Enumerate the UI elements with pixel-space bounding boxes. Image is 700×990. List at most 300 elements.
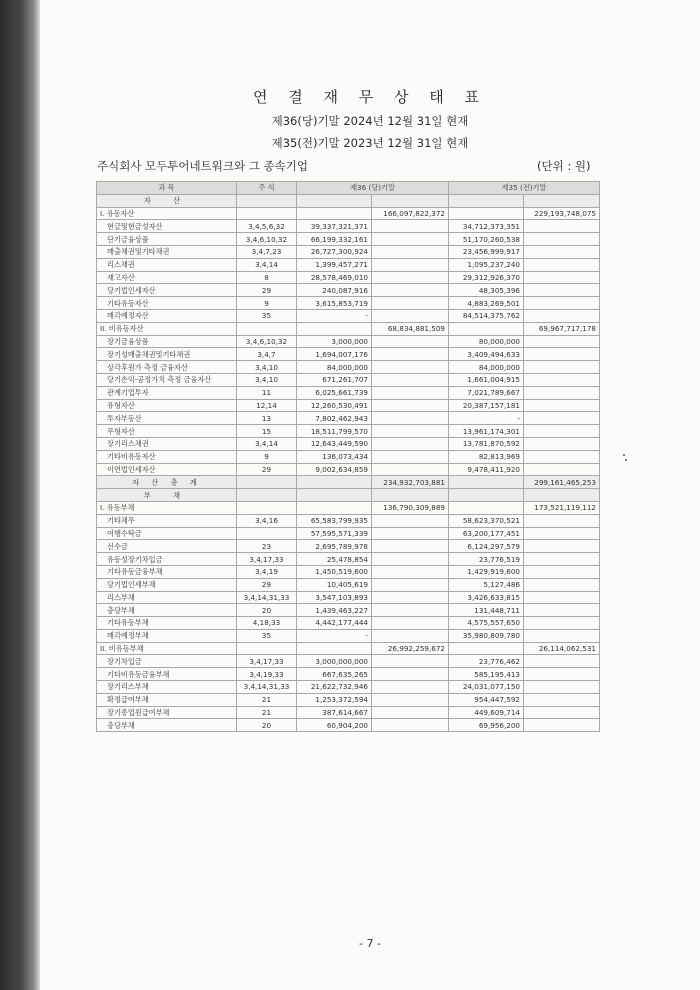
account-label: 장기리스채권 bbox=[97, 437, 237, 450]
account-label: 기타비유동금융부채 bbox=[97, 668, 237, 681]
prior-value-cell: 51,170,260,538 bbox=[449, 233, 524, 246]
prior-total-cell bbox=[524, 220, 600, 233]
prior-value-cell: 23,776,462 bbox=[449, 655, 524, 668]
note-cell bbox=[237, 501, 297, 514]
group-row bbox=[97, 501, 600, 514]
current-value-cell: 667,635,265 bbox=[297, 668, 372, 681]
prior-total-cell bbox=[524, 617, 600, 630]
prior-total-cell bbox=[524, 412, 600, 425]
current-total-cell: 136,790,309,889 bbox=[372, 501, 449, 514]
note-cell: 9 bbox=[237, 297, 297, 310]
empty-cell bbox=[524, 194, 600, 207]
note-cell: 8 bbox=[237, 271, 297, 284]
current-total-cell bbox=[372, 412, 449, 425]
current-total-cell bbox=[372, 540, 449, 553]
header-note: 주 석 bbox=[237, 182, 297, 195]
current-total-cell bbox=[372, 361, 449, 374]
group-label: I. 유동자산 bbox=[97, 207, 237, 220]
current-value-cell: 12,643,449,590 bbox=[297, 437, 372, 450]
header-current-period: 제36 (당)기말 bbox=[297, 182, 449, 195]
account-label: 재고자산 bbox=[97, 271, 237, 284]
current-total-cell bbox=[372, 309, 449, 322]
table-row bbox=[97, 284, 600, 297]
current-total-cell bbox=[372, 578, 449, 591]
current-total-cell bbox=[372, 348, 449, 361]
prior-total-cell bbox=[524, 309, 600, 322]
header-account: 과 목 bbox=[97, 182, 237, 195]
current-value-cell: 3,547,103,893 bbox=[297, 591, 372, 604]
prior-value-cell: 13,961,174,301 bbox=[449, 425, 524, 438]
prior-total-cell bbox=[524, 437, 600, 450]
table-row bbox=[97, 348, 600, 361]
current-value-cell: 1,450,519,600 bbox=[297, 565, 372, 578]
prior-item-cell bbox=[449, 322, 524, 335]
table-row bbox=[97, 245, 600, 258]
table-row bbox=[97, 309, 600, 322]
table-row bbox=[97, 233, 600, 246]
prior-total-cell: 69,967,717,178 bbox=[524, 322, 600, 335]
balance-sheet-body bbox=[97, 182, 600, 732]
current-value-cell: - bbox=[297, 309, 372, 322]
account-label: 유동성장기차입금 bbox=[97, 553, 237, 566]
note-cell bbox=[237, 194, 297, 207]
current-total-cell bbox=[372, 463, 449, 476]
current-value-cell: 2,695,789,978 bbox=[297, 540, 372, 553]
current-total-cell bbox=[372, 604, 449, 617]
note-cell: 13 bbox=[237, 412, 297, 425]
current-value-cell: 7,802,462,943 bbox=[297, 412, 372, 425]
prior-total-cell bbox=[524, 719, 600, 732]
current-item-cell bbox=[297, 501, 372, 514]
table-row bbox=[97, 425, 600, 438]
account-label: 리스부채 bbox=[97, 591, 237, 604]
current-total-cell bbox=[372, 245, 449, 258]
current-total-cell bbox=[372, 284, 449, 297]
current-value-cell: 57,595,571,339 bbox=[297, 527, 372, 540]
current-item-cell bbox=[297, 476, 372, 489]
prior-total-cell bbox=[524, 565, 600, 578]
note-cell: 3,4,14,31,33 bbox=[237, 591, 297, 604]
header-prior-period: 제35 (전)기말 bbox=[449, 182, 600, 195]
account-label: 장기금융상품 bbox=[97, 335, 237, 348]
company-name: 주식회사 모두투어네트워크와 그 종속기업 bbox=[97, 159, 308, 173]
note-cell: 35 bbox=[237, 309, 297, 322]
current-total-cell bbox=[372, 233, 449, 246]
note-cell: 3,4,14 bbox=[237, 437, 297, 450]
total-row bbox=[97, 476, 600, 489]
prior-value-cell: 20,387,157,181 bbox=[449, 399, 524, 412]
prior-total-cell bbox=[524, 348, 600, 361]
account-label: 매각예정부채 bbox=[97, 629, 237, 642]
section-header-row bbox=[97, 489, 600, 502]
account-label: 유형자산 bbox=[97, 399, 237, 412]
table-row bbox=[97, 591, 600, 604]
current-value-cell: 1,694,007,176 bbox=[297, 348, 372, 361]
current-value-cell: 240,087,916 bbox=[297, 284, 372, 297]
current-value-cell: 6,025,661,739 bbox=[297, 386, 372, 399]
prior-total-cell: 26,114,062,531 bbox=[524, 642, 600, 655]
table-row bbox=[97, 297, 600, 310]
prior-item-cell bbox=[449, 207, 524, 220]
current-value-cell: 12,260,530,491 bbox=[297, 399, 372, 412]
prior-total-cell bbox=[524, 693, 600, 706]
note-cell bbox=[237, 642, 297, 655]
account-label: 충당부채 bbox=[97, 719, 237, 732]
current-item-cell bbox=[297, 642, 372, 655]
note-cell: 3,4,6,10,32 bbox=[237, 335, 297, 348]
note-cell: 21 bbox=[237, 693, 297, 706]
account-label: 매각예정자산 bbox=[97, 309, 237, 322]
prior-item-cell bbox=[449, 642, 524, 655]
current-total-cell bbox=[372, 591, 449, 604]
table-row bbox=[97, 668, 600, 681]
account-label: 단기금융상품 bbox=[97, 233, 237, 246]
table-row bbox=[97, 335, 600, 348]
note-cell: 3,4,7,23 bbox=[237, 245, 297, 258]
prior-value-cell: 13,781,870,592 bbox=[449, 437, 524, 450]
prior-total-cell: 299,161,465,253 bbox=[524, 476, 600, 489]
note-cell bbox=[237, 476, 297, 489]
account-label: 기타채무 bbox=[97, 514, 237, 527]
prior-value-cell: 4,575,557,650 bbox=[449, 617, 524, 630]
note-cell: 3,4,19 bbox=[237, 565, 297, 578]
account-label: 투자부동산 bbox=[97, 412, 237, 425]
table-row bbox=[97, 373, 600, 386]
book-binding-shadow bbox=[0, 0, 40, 990]
account-label: 확정급여부채 bbox=[97, 693, 237, 706]
prior-total-cell bbox=[524, 450, 600, 463]
current-item-cell bbox=[297, 322, 372, 335]
current-total-cell bbox=[372, 655, 449, 668]
account-label: 장기종업원급여부채 bbox=[97, 706, 237, 719]
current-value-cell: 10,405,619 bbox=[297, 578, 372, 591]
prior-value-cell: 24,031,077,150 bbox=[449, 681, 524, 694]
account-label: 현금및현금성자산 bbox=[97, 220, 237, 233]
period-prior: 제35(전)기말 2023년 12월 31일 현재 bbox=[271, 136, 469, 150]
table-row bbox=[97, 527, 600, 540]
table-header-row bbox=[97, 182, 600, 195]
current-value-cell: 3,000,000 bbox=[297, 335, 372, 348]
current-total-cell: 234,932,703,881 bbox=[372, 476, 449, 489]
account-label: 선수금 bbox=[97, 540, 237, 553]
total-label: 자 산 총 계 bbox=[97, 476, 237, 489]
current-total-cell bbox=[372, 297, 449, 310]
prior-value-cell: 63,200,177,451 bbox=[449, 527, 524, 540]
empty-cell bbox=[372, 489, 449, 502]
prior-total-cell bbox=[524, 706, 600, 719]
balance-sheet-table bbox=[96, 181, 600, 732]
prior-value-cell: 131,448,711 bbox=[449, 604, 524, 617]
group-row bbox=[97, 642, 600, 655]
empty-cell bbox=[449, 489, 524, 502]
current-value-cell: 39,337,321,371 bbox=[297, 220, 372, 233]
account-label: 리스채권 bbox=[97, 258, 237, 271]
table-row bbox=[97, 706, 600, 719]
prior-total-cell bbox=[524, 258, 600, 271]
account-label: 기타유동부채 bbox=[97, 617, 237, 630]
note-cell: 12,14 bbox=[237, 399, 297, 412]
prior-value-cell: 9,478,411,920 bbox=[449, 463, 524, 476]
note-cell: 3,4,14 bbox=[237, 258, 297, 271]
current-total-cell bbox=[372, 271, 449, 284]
note-cell: 3,4,10 bbox=[237, 361, 297, 374]
period-current: 제36(당)기말 2024년 12월 31일 현재 bbox=[271, 114, 469, 128]
account-label: 충당부채 bbox=[97, 604, 237, 617]
note-cell: 3,4,16 bbox=[237, 514, 297, 527]
table-row bbox=[97, 258, 600, 271]
prior-value-cell: 34,712,373,351 bbox=[449, 220, 524, 233]
table-row bbox=[97, 220, 600, 233]
prior-value-cell: 5,127,486 bbox=[449, 578, 524, 591]
note-cell: 3,4,17,33 bbox=[237, 655, 297, 668]
account-label: 당기법인세부채 bbox=[97, 578, 237, 591]
note-cell: 4,18,33 bbox=[237, 617, 297, 630]
current-value-cell: 387,614,667 bbox=[297, 706, 372, 719]
account-label: 당기손익-공정가치 측정 금융자산 bbox=[97, 373, 237, 386]
prior-value-cell: 1,661,004,915 bbox=[449, 373, 524, 386]
prior-item-cell bbox=[449, 476, 524, 489]
prior-total-cell bbox=[524, 373, 600, 386]
table-row bbox=[97, 617, 600, 630]
group-row bbox=[97, 322, 600, 335]
table-row bbox=[97, 399, 600, 412]
prior-total-cell bbox=[524, 514, 600, 527]
prior-total-cell bbox=[524, 629, 600, 642]
prior-total-cell bbox=[524, 245, 600, 258]
note-cell: 29 bbox=[237, 578, 297, 591]
table-row bbox=[97, 655, 600, 668]
note-cell: 3,4,19,33 bbox=[237, 668, 297, 681]
prior-total-cell bbox=[524, 271, 600, 284]
prior-value-cell: 1,095,237,240 bbox=[449, 258, 524, 271]
account-label: 무형자산 bbox=[97, 425, 237, 438]
note-cell: 9 bbox=[237, 450, 297, 463]
current-value-cell: 66,199,332,161 bbox=[297, 233, 372, 246]
section-label: 부 채 bbox=[97, 489, 237, 502]
account-label: 당기법인세자산 bbox=[97, 284, 237, 297]
note-cell: 3,4,17,33 bbox=[237, 553, 297, 566]
prior-value-cell: 35,980,809,780 bbox=[449, 629, 524, 642]
current-value-cell: 4,442,177,444 bbox=[297, 617, 372, 630]
table-row bbox=[97, 450, 600, 463]
current-total-cell bbox=[372, 220, 449, 233]
table-row bbox=[97, 437, 600, 450]
account-label: 기타유동자산 bbox=[97, 297, 237, 310]
prior-value-cell: 69,956,200 bbox=[449, 719, 524, 732]
prior-total-cell bbox=[524, 335, 600, 348]
account-label: 장기리스부채 bbox=[97, 681, 237, 694]
empty-cell bbox=[297, 489, 372, 502]
prior-value-cell: 48,305,396 bbox=[449, 284, 524, 297]
group-label: II. 비유동부채 bbox=[97, 642, 237, 655]
current-total-cell bbox=[372, 693, 449, 706]
prior-total-cell bbox=[524, 604, 600, 617]
table-row bbox=[97, 514, 600, 527]
empty-cell bbox=[449, 194, 524, 207]
table-row bbox=[97, 604, 600, 617]
current-value-cell: 136,073,434 bbox=[297, 450, 372, 463]
empty-cell bbox=[297, 194, 372, 207]
note-cell: 20 bbox=[237, 604, 297, 617]
account-label: 기타비유동자산 bbox=[97, 450, 237, 463]
note-cell: 3,4,7 bbox=[237, 348, 297, 361]
note-cell: 3,4,10 bbox=[237, 373, 297, 386]
current-value-cell: 65,583,799,935 bbox=[297, 514, 372, 527]
prior-total-cell bbox=[524, 361, 600, 374]
note-cell: 20 bbox=[237, 719, 297, 732]
table-row bbox=[97, 412, 600, 425]
prior-total-cell bbox=[524, 553, 600, 566]
current-total-cell bbox=[372, 527, 449, 540]
prior-value-cell: 3,409,494,633 bbox=[449, 348, 524, 361]
current-total-cell bbox=[372, 425, 449, 438]
current-total-cell bbox=[372, 437, 449, 450]
table-row bbox=[97, 681, 600, 694]
current-value-cell: - bbox=[297, 629, 372, 642]
prior-total-cell bbox=[524, 284, 600, 297]
empty-cell bbox=[524, 489, 600, 502]
current-value-cell: 3,000,000,000 bbox=[297, 655, 372, 668]
scan-speck bbox=[625, 459, 627, 461]
current-total-cell bbox=[372, 617, 449, 630]
current-value-cell: 26,727,300,924 bbox=[297, 245, 372, 258]
prior-total-cell bbox=[524, 297, 600, 310]
current-value-cell: 21,622,732,946 bbox=[297, 681, 372, 694]
current-value-cell: 1,399,457,271 bbox=[297, 258, 372, 271]
table-row bbox=[97, 693, 600, 706]
current-total-cell bbox=[372, 399, 449, 412]
current-total-cell bbox=[372, 565, 449, 578]
prior-value-cell: 4,883,269,501 bbox=[449, 297, 524, 310]
prior-value-cell: 585,195,413 bbox=[449, 668, 524, 681]
prior-value-cell: 58,623,370,521 bbox=[449, 514, 524, 527]
note-cell: 11 bbox=[237, 386, 297, 399]
prior-total-cell bbox=[524, 668, 600, 681]
table-row bbox=[97, 361, 600, 374]
current-total-cell bbox=[372, 373, 449, 386]
empty-cell bbox=[372, 194, 449, 207]
note-cell: 3,4,6,10,32 bbox=[237, 233, 297, 246]
table-row bbox=[97, 629, 600, 642]
current-value-cell: 9,002,634,859 bbox=[297, 463, 372, 476]
current-item-cell bbox=[297, 207, 372, 220]
note-cell: 29 bbox=[237, 284, 297, 297]
prior-value-cell: 449,609,714 bbox=[449, 706, 524, 719]
prior-total-cell bbox=[524, 540, 600, 553]
current-value-cell: 60,904,200 bbox=[297, 719, 372, 732]
prior-value-cell: 84,514,375,762 bbox=[449, 309, 524, 322]
prior-total-cell bbox=[524, 578, 600, 591]
note-cell: 15 bbox=[237, 425, 297, 438]
table-row bbox=[97, 719, 600, 732]
current-value-cell: 25,478,854 bbox=[297, 553, 372, 566]
prior-value-cell: 23,456,999,917 bbox=[449, 245, 524, 258]
prior-value-cell: 80,000,000 bbox=[449, 335, 524, 348]
account-label: 장기성매출채권및기타채권 bbox=[97, 348, 237, 361]
table-row bbox=[97, 271, 600, 284]
current-total-cell bbox=[372, 681, 449, 694]
unit-label: (단위 : 원) bbox=[537, 159, 591, 173]
current-total-cell bbox=[372, 629, 449, 642]
section-label: 자 산 bbox=[97, 194, 237, 207]
prior-total-cell bbox=[524, 655, 600, 668]
table-row bbox=[97, 463, 600, 476]
scan-speck bbox=[623, 454, 625, 456]
current-total-cell bbox=[372, 450, 449, 463]
prior-value-cell: 954,447,592 bbox=[449, 693, 524, 706]
prior-value-cell: 84,000,000 bbox=[449, 361, 524, 374]
note-cell: 29 bbox=[237, 463, 297, 476]
current-total-cell bbox=[372, 668, 449, 681]
current-value-cell: 1,439,463,227 bbox=[297, 604, 372, 617]
current-value-cell: 18,511,799,570 bbox=[297, 425, 372, 438]
table-row bbox=[97, 578, 600, 591]
table-row bbox=[97, 553, 600, 566]
current-total-cell bbox=[372, 553, 449, 566]
prior-item-cell bbox=[449, 501, 524, 514]
prior-value-cell: 82,813,969 bbox=[449, 450, 524, 463]
note-cell: 21 bbox=[237, 706, 297, 719]
note-cell bbox=[237, 207, 297, 220]
current-total-cell bbox=[372, 258, 449, 271]
page-number: - 7 - bbox=[359, 937, 381, 950]
current-value-cell: 671,261,707 bbox=[297, 373, 372, 386]
current-value-cell: 3,615,853,719 bbox=[297, 297, 372, 310]
account-label: 이연법인세자산 bbox=[97, 463, 237, 476]
account-label: 여행수탁금 bbox=[97, 527, 237, 540]
prior-total-cell bbox=[524, 527, 600, 540]
prior-total-cell bbox=[524, 591, 600, 604]
prior-value-cell: 29,312,926,370 bbox=[449, 271, 524, 284]
table-row bbox=[97, 565, 600, 578]
current-total-cell bbox=[372, 719, 449, 732]
prior-total-cell bbox=[524, 399, 600, 412]
prior-total-cell: 173,521,119,112 bbox=[524, 501, 600, 514]
account-label: 기타유동금융부채 bbox=[97, 565, 237, 578]
section-header-row bbox=[97, 194, 600, 207]
table-row bbox=[97, 386, 600, 399]
group-row bbox=[97, 207, 600, 220]
current-total-cell bbox=[372, 514, 449, 527]
table-row bbox=[97, 540, 600, 553]
note-cell bbox=[237, 489, 297, 502]
document-title: 연 결 재 무 상 태 표 bbox=[252, 88, 488, 106]
prior-total-cell bbox=[524, 681, 600, 694]
current-value-cell: 28,578,469,010 bbox=[297, 271, 372, 284]
current-total-cell bbox=[372, 335, 449, 348]
note-cell: 35 bbox=[237, 629, 297, 642]
current-total-cell: 68,834,881,509 bbox=[372, 322, 449, 335]
note-cell: 3,4,5,6,32 bbox=[237, 220, 297, 233]
current-total-cell: 26,992,259,672 bbox=[372, 642, 449, 655]
prior-total-cell bbox=[524, 386, 600, 399]
prior-total-cell bbox=[524, 233, 600, 246]
account-label: 상각후원가 측정 금융자산 bbox=[97, 361, 237, 374]
current-total-cell bbox=[372, 386, 449, 399]
prior-total-cell bbox=[524, 463, 600, 476]
note-cell: 23 bbox=[237, 540, 297, 553]
prior-value-cell: - bbox=[449, 412, 524, 425]
account-label: 관계기업투자 bbox=[97, 386, 237, 399]
group-label: I. 유동부채 bbox=[97, 501, 237, 514]
current-value-cell: 84,000,000 bbox=[297, 361, 372, 374]
prior-value-cell: 6,124,297,579 bbox=[449, 540, 524, 553]
note-cell bbox=[237, 527, 297, 540]
account-label: 매출채권및기타채권 bbox=[97, 245, 237, 258]
prior-value-cell: 3,426,633,815 bbox=[449, 591, 524, 604]
note-cell: 3,4,14,31,33 bbox=[237, 681, 297, 694]
account-label: 장기차입금 bbox=[97, 655, 237, 668]
